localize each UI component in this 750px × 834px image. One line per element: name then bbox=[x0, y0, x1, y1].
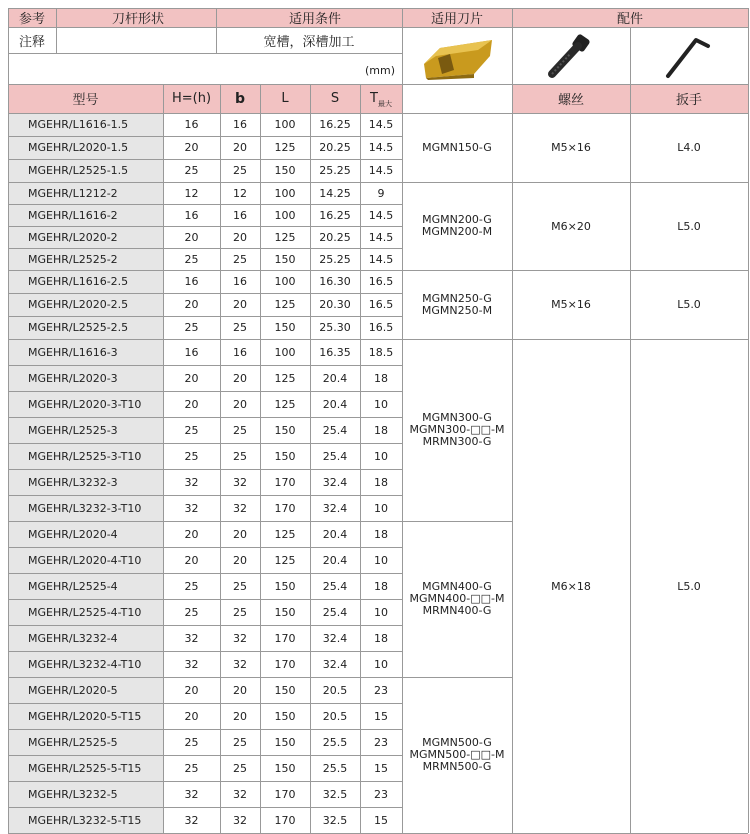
column-header-h: H=(h) bbox=[171, 91, 212, 106]
grid-line-v bbox=[512, 8, 513, 833]
grid-line-h bbox=[402, 521, 512, 522]
table-cell-h: 25 bbox=[184, 735, 199, 749]
table-cell-l: 170 bbox=[274, 501, 296, 515]
table-row-model: MGEHR/L2020-3 bbox=[28, 371, 118, 385]
table-cell-b: 32 bbox=[233, 657, 247, 671]
table-cell-l: 125 bbox=[274, 397, 296, 411]
table-cell-l: 100 bbox=[274, 345, 296, 359]
table-cell-t: 10 bbox=[374, 605, 388, 619]
table-row-model: MGEHR/L2525-2.5 bbox=[28, 321, 129, 334]
grid-line-h bbox=[8, 443, 402, 444]
table-cell-l: 150 bbox=[274, 164, 296, 177]
table-row-model: MGEHR/L2525-2 bbox=[28, 252, 118, 266]
column-header-model: 型号 bbox=[72, 93, 99, 108]
table-cell-t: 16.5 bbox=[368, 298, 394, 311]
table-cell-h: 16 bbox=[184, 275, 199, 288]
table-cell-s: 20.4 bbox=[322, 397, 348, 411]
table-row-model: MGEHR/L2525-4-T10 bbox=[28, 605, 142, 619]
insert-grade: MGMN200-M bbox=[421, 225, 493, 238]
table-cell-s: 25.30 bbox=[319, 321, 351, 334]
insert-grade: MGMN400-G bbox=[422, 580, 492, 593]
column-header-s: S bbox=[330, 91, 340, 106]
unit-label: (mm) bbox=[364, 63, 395, 77]
grid-line-v bbox=[8, 8, 9, 833]
table-cell-l: 100 bbox=[274, 186, 296, 200]
table-cell-l: 125 bbox=[274, 527, 296, 541]
table-cell-l: 100 bbox=[274, 275, 296, 288]
table-cell-b: 20 bbox=[233, 298, 247, 311]
table-cell-h: 32 bbox=[184, 657, 199, 671]
table-row-model: MGEHR/L2525-3-T10 bbox=[28, 449, 142, 463]
insert-group bbox=[402, 182, 512, 270]
table-cell-b: 25 bbox=[233, 321, 247, 334]
table-row-model: MGEHR/L2525-3 bbox=[28, 423, 118, 437]
table-cell-l: 150 bbox=[274, 423, 296, 437]
grid-line-h bbox=[8, 573, 402, 574]
grid-line-h bbox=[8, 159, 402, 160]
insert-grade: MRMN400-G bbox=[422, 604, 492, 617]
grid-line-h bbox=[8, 8, 748, 9]
conditions-header: 适用条件 bbox=[288, 12, 341, 27]
grid-line-h bbox=[8, 339, 402, 340]
table-cell-h: 25 bbox=[184, 423, 199, 437]
insert-grade: MGMN500-□□-M bbox=[409, 748, 505, 761]
grid-line-h bbox=[512, 339, 748, 340]
table-cell-s: 14.25 bbox=[319, 186, 351, 200]
table-cell-h: 16 bbox=[184, 118, 199, 131]
table-cell-h: 20 bbox=[184, 709, 199, 723]
wrench-size: L5.0 bbox=[677, 219, 701, 233]
table-cell-h: 20 bbox=[184, 527, 199, 541]
table-cell-t: 10 bbox=[374, 397, 388, 411]
insert-group bbox=[402, 113, 512, 182]
grid-line-v bbox=[260, 84, 261, 833]
table-cell-b: 16 bbox=[233, 118, 247, 131]
table-cell-l: 150 bbox=[274, 579, 296, 593]
table-row-model: MGEHR/L2020-3-T10 bbox=[28, 397, 142, 411]
table-cell-s: 25.4 bbox=[322, 579, 348, 593]
grid-line-v bbox=[360, 84, 361, 833]
table-cell-t: 10 bbox=[374, 501, 388, 515]
table-cell-l: 150 bbox=[274, 709, 296, 723]
table-row-model: MGEHR/L1212-2 bbox=[28, 186, 118, 200]
table-cell-s: 25.4 bbox=[322, 449, 348, 463]
table-cell-s: 32.4 bbox=[322, 501, 348, 515]
table-cell-h: 20 bbox=[184, 371, 199, 385]
table-cell-h: 16 bbox=[184, 208, 199, 222]
table-cell-h: 25 bbox=[184, 321, 199, 334]
table-cell-t: 10 bbox=[374, 449, 388, 463]
table-cell-s: 32.4 bbox=[322, 631, 348, 645]
table-cell-h: 20 bbox=[184, 683, 199, 697]
table-cell-h: 25 bbox=[184, 761, 199, 775]
table-cell-t: 23 bbox=[374, 683, 388, 697]
table-cell-b: 25 bbox=[233, 252, 247, 266]
table-cell-b: 16 bbox=[233, 208, 247, 222]
table-cell-l: 150 bbox=[274, 449, 296, 463]
table-cell-s: 16.35 bbox=[319, 345, 351, 359]
table-cell-t: 18 bbox=[374, 475, 388, 489]
grid-line-h bbox=[512, 182, 748, 183]
table-cell-t: 16.5 bbox=[368, 275, 394, 288]
table-cell-b: 16 bbox=[233, 345, 247, 359]
table-cell-h: 25 bbox=[184, 164, 199, 177]
table-cell-h: 16 bbox=[184, 345, 199, 359]
screw-size: M6×18 bbox=[551, 579, 591, 593]
column-header-l: L bbox=[281, 91, 289, 106]
grid-line-h bbox=[8, 625, 402, 626]
table-cell-b: 20 bbox=[233, 527, 247, 541]
insert-grade: MRMN300-G bbox=[422, 435, 492, 448]
insert-grade: MGMN300-□□-M bbox=[409, 423, 505, 436]
table-cell-t: 14.5 bbox=[368, 118, 394, 131]
table-row-model: MGEHR/L2020-1.5 bbox=[28, 141, 129, 154]
table-cell-b: 32 bbox=[233, 813, 247, 827]
column-header-t bbox=[360, 84, 402, 113]
table-cell-s: 20.4 bbox=[322, 553, 348, 567]
grid-line-h bbox=[402, 270, 512, 271]
grid-line-h bbox=[8, 807, 402, 808]
table-cell-h: 20 bbox=[184, 298, 199, 311]
screw-size: M6×20 bbox=[551, 219, 591, 233]
table-cell-t: 14.5 bbox=[368, 164, 394, 177]
column-header-wrench: 扳手 bbox=[675, 93, 702, 108]
insert-grade: MGMN400-□□-M bbox=[409, 592, 505, 605]
grid-line-h bbox=[8, 293, 402, 294]
table-cell-b: 25 bbox=[233, 423, 247, 437]
grid-line-h bbox=[8, 270, 402, 271]
grid-line-h bbox=[8, 781, 402, 782]
grid-line-h bbox=[402, 182, 512, 183]
table-cell-b: 12 bbox=[233, 186, 247, 200]
table-row-model: MGEHR/L3232-5-T15 bbox=[28, 813, 142, 827]
table-cell-h: 32 bbox=[184, 475, 199, 489]
table-cell-h: 25 bbox=[184, 579, 199, 593]
table-cell-t: 10 bbox=[374, 553, 388, 567]
grid-line-h bbox=[8, 417, 402, 418]
table-cell-b: 32 bbox=[233, 787, 247, 801]
grooving-insert-image bbox=[418, 34, 498, 80]
table-row-model: MGEHR/L3232-5 bbox=[28, 787, 118, 801]
table-row-model: MGEHR/L2525-4 bbox=[28, 579, 118, 593]
table-cell-b: 25 bbox=[233, 164, 247, 177]
grid-line-v bbox=[56, 8, 57, 53]
table-row-model: MGEHR/L2020-5-T15 bbox=[28, 709, 142, 723]
grid-line-h bbox=[8, 599, 402, 600]
table-cell-l: 125 bbox=[274, 371, 296, 385]
table-row-model: MGEHR/L3232-3 bbox=[28, 475, 118, 489]
table-cell-b: 25 bbox=[233, 605, 247, 619]
table-cell-t: 15 bbox=[374, 813, 388, 827]
table-cell-b: 32 bbox=[233, 631, 247, 645]
table-cell-l: 170 bbox=[274, 787, 296, 801]
grid-line-v bbox=[220, 84, 221, 833]
table-cell-t: 14.5 bbox=[368, 252, 394, 266]
table-cell-l: 100 bbox=[274, 208, 296, 222]
insert-group bbox=[402, 677, 512, 833]
table-row-model: MGEHR/L2525-5-T15 bbox=[28, 761, 142, 775]
table-cell-t: 14.5 bbox=[368, 230, 394, 244]
table-cell-b: 20 bbox=[233, 141, 247, 154]
table-cell-b: 25 bbox=[233, 449, 247, 463]
grid-line-h bbox=[8, 27, 748, 28]
table-cell-s: 25.4 bbox=[322, 423, 348, 437]
table-cell-t: 18 bbox=[374, 423, 388, 437]
table-cell-b: 20 bbox=[233, 230, 247, 244]
insert-grade: MGMN250-G bbox=[422, 291, 492, 305]
table-row-model: MGEHR/L3232-4 bbox=[28, 631, 118, 645]
screw-image bbox=[540, 32, 600, 80]
shape-header: 刀杆形状 bbox=[111, 12, 164, 27]
table-row-model: MGEHR/L2020-2.5 bbox=[28, 298, 129, 311]
grid-line-h bbox=[8, 547, 402, 548]
grid-line-v bbox=[748, 8, 749, 833]
table-cell-s: 16.30 bbox=[319, 275, 351, 288]
table-row-model: MGEHR/L2525-1.5 bbox=[28, 164, 129, 177]
grid-line-h bbox=[512, 270, 748, 271]
table-cell-s: 20.5 bbox=[322, 683, 348, 697]
table-cell-t: 18 bbox=[374, 579, 388, 593]
insert-grade: MRMN500-G bbox=[422, 760, 492, 773]
table-cell-l: 150 bbox=[274, 321, 296, 334]
grid-line-h bbox=[8, 316, 402, 317]
table-cell-b: 20 bbox=[233, 371, 247, 385]
grid-line-h bbox=[8, 365, 402, 366]
grid-line-h bbox=[8, 226, 402, 227]
table-cell-l: 150 bbox=[274, 761, 296, 775]
table-cell-h: 20 bbox=[184, 141, 199, 154]
insert-group bbox=[402, 521, 512, 677]
table-cell-h: 32 bbox=[184, 501, 199, 515]
table-cell-h: 32 bbox=[184, 631, 199, 645]
grid-line-h bbox=[8, 677, 402, 678]
screw-size: M5×16 bbox=[551, 298, 591, 311]
table-cell-h: 12 bbox=[184, 186, 199, 200]
table-row-model: MGEHR/L2020-2 bbox=[28, 230, 118, 244]
grid-line-h bbox=[8, 469, 402, 470]
table-cell-s: 32.4 bbox=[322, 475, 348, 489]
table-cell-l: 170 bbox=[274, 813, 296, 827]
table-cell-b: 20 bbox=[233, 683, 247, 697]
table-cell-t: 18.5 bbox=[368, 345, 394, 359]
table-cell-s: 16.25 bbox=[319, 118, 351, 131]
table-cell-t: 23 bbox=[374, 735, 388, 749]
grid-line-h bbox=[8, 113, 748, 114]
table-cell-t: 23 bbox=[374, 787, 388, 801]
table-cell-t: 18 bbox=[374, 631, 388, 645]
table-cell-l: 150 bbox=[274, 735, 296, 749]
table-cell-l: 125 bbox=[274, 298, 296, 311]
insert-grade: MGMN200-G bbox=[422, 213, 492, 226]
accessories-header: 配件 bbox=[616, 12, 643, 27]
grid-line-h bbox=[8, 84, 748, 85]
table-cell-t: 18 bbox=[374, 527, 388, 541]
grid-line-v bbox=[630, 27, 631, 833]
table-cell-t: 14.5 bbox=[368, 208, 394, 222]
table-cell-s: 32.5 bbox=[322, 813, 348, 827]
table-cell-t: 10 bbox=[374, 657, 388, 671]
table-cell-t: 15 bbox=[374, 709, 388, 723]
grid-line-v bbox=[163, 84, 164, 833]
table-cell-l: 100 bbox=[274, 118, 296, 131]
table-row-model: MGEHR/L2020-4 bbox=[28, 527, 118, 541]
table-cell-h: 32 bbox=[184, 787, 199, 801]
table-cell-s: 32.5 bbox=[322, 787, 348, 801]
grid-line-h bbox=[8, 521, 402, 522]
t-subscript: 最大 bbox=[377, 99, 392, 108]
table-cell-b: 25 bbox=[233, 761, 247, 775]
grid-line-h bbox=[8, 703, 402, 704]
table-row-model: MGEHR/L1616-3 bbox=[28, 345, 118, 359]
table-cell-b: 25 bbox=[233, 579, 247, 593]
table-cell-b: 32 bbox=[233, 501, 247, 515]
table-cell-s: 20.30 bbox=[319, 298, 351, 311]
table-cell-t: 18 bbox=[374, 371, 388, 385]
table-row-model: MGEHR/L3232-4-T10 bbox=[28, 657, 142, 671]
table-cell-s: 20.4 bbox=[322, 371, 348, 385]
table-cell-b: 25 bbox=[233, 735, 247, 749]
wrench-size: L5.0 bbox=[677, 298, 701, 311]
table-cell-h: 20 bbox=[184, 397, 199, 411]
insert-grade: MGMN300-G bbox=[422, 411, 492, 424]
insert-grade: MGMN250-M bbox=[421, 303, 493, 317]
column-header-b: b bbox=[234, 90, 246, 107]
table-cell-s: 20.25 bbox=[319, 230, 351, 244]
grid-line-h bbox=[8, 204, 402, 205]
insert-grade: MGMN150-G bbox=[422, 140, 492, 154]
grid-line-v bbox=[216, 8, 217, 53]
table-cell-h: 25 bbox=[184, 605, 199, 619]
table-cell-s: 32.4 bbox=[322, 657, 348, 671]
table-cell-l: 170 bbox=[274, 657, 296, 671]
table-cell-t: 14.5 bbox=[368, 141, 394, 154]
table-cell-b: 20 bbox=[233, 553, 247, 567]
grid-line-h bbox=[8, 248, 402, 249]
table-cell-t: 16.5 bbox=[368, 321, 394, 334]
wrench-size: L5.0 bbox=[677, 579, 701, 593]
grid-line-h bbox=[8, 495, 402, 496]
table-cell-s: 20.5 bbox=[322, 709, 348, 723]
inserts-header: 适用刀片 bbox=[430, 12, 483, 27]
table-cell-b: 20 bbox=[233, 397, 247, 411]
table-cell-b: 16 bbox=[233, 275, 247, 288]
table-cell-s: 25.4 bbox=[322, 605, 348, 619]
table-cell-l: 150 bbox=[274, 683, 296, 697]
table-cell-h: 32 bbox=[184, 813, 199, 827]
ref-header: 参考 bbox=[18, 12, 45, 27]
table-cell-h: 20 bbox=[184, 230, 199, 244]
table-cell-l: 150 bbox=[274, 605, 296, 619]
note-value: 宽槽，深槽加工 bbox=[263, 34, 355, 50]
table-cell-b: 20 bbox=[233, 709, 247, 723]
t-label: T bbox=[370, 91, 378, 106]
table-cell-l: 170 bbox=[274, 475, 296, 489]
table-cell-l: 170 bbox=[274, 631, 296, 645]
table-row-model: MGEHR/L2020-5 bbox=[28, 683, 118, 697]
grid-line-h bbox=[8, 651, 402, 652]
grid-line-h bbox=[402, 677, 512, 678]
table-cell-l: 125 bbox=[274, 553, 296, 567]
table-cell-s: 20.4 bbox=[322, 527, 348, 541]
table-cell-l: 125 bbox=[274, 230, 296, 244]
table-row-model: MGEHR/L2020-4-T10 bbox=[28, 553, 142, 567]
table-cell-h: 25 bbox=[184, 252, 199, 266]
insert-group bbox=[402, 270, 512, 339]
table-cell-s: 25.25 bbox=[319, 164, 351, 177]
table-cell-s: 25.25 bbox=[319, 252, 351, 266]
table-row-model: MGEHR/L1616-2 bbox=[28, 208, 118, 222]
table-cell-t: 9 bbox=[377, 186, 385, 200]
table-cell-l: 125 bbox=[274, 141, 296, 154]
note-label: 注释 bbox=[18, 34, 45, 50]
table-cell-h: 25 bbox=[184, 449, 199, 463]
grid-line-h bbox=[8, 136, 402, 137]
hex-wrench-image bbox=[660, 32, 720, 80]
insert-group bbox=[402, 339, 512, 521]
grid-line-h bbox=[402, 339, 512, 340]
grid-line-h bbox=[8, 53, 402, 54]
table-cell-s: 25.5 bbox=[322, 761, 348, 775]
column-header-screw: 螺丝 bbox=[557, 93, 584, 108]
table-cell-s: 20.25 bbox=[319, 141, 351, 154]
screw-size: M5×16 bbox=[551, 141, 591, 154]
grid-line-h bbox=[8, 755, 402, 756]
table-cell-s: 16.25 bbox=[319, 208, 351, 222]
table-cell-s: 25.5 bbox=[322, 735, 348, 749]
table-row-model: MGEHR/L1616-2.5 bbox=[28, 275, 129, 288]
grid-line-v bbox=[402, 8, 403, 833]
table-cell-b: 32 bbox=[233, 475, 247, 489]
wrench-size: L4.0 bbox=[677, 141, 701, 154]
table-cell-l: 150 bbox=[274, 252, 296, 266]
table-row-model: MGEHR/L2525-5 bbox=[28, 735, 118, 749]
table-cell-h: 20 bbox=[184, 553, 199, 567]
table-row-model: MGEHR/L3232-3-T10 bbox=[28, 501, 142, 515]
table-cell-t: 15 bbox=[374, 761, 388, 775]
grid-line-h bbox=[8, 729, 402, 730]
grid-line-h bbox=[8, 391, 402, 392]
grid-line-v bbox=[310, 84, 311, 833]
grid-line-h bbox=[8, 182, 402, 183]
insert-grade: MGMN500-G bbox=[422, 736, 492, 749]
table-row-model: MGEHR/L1616-1.5 bbox=[28, 118, 129, 131]
